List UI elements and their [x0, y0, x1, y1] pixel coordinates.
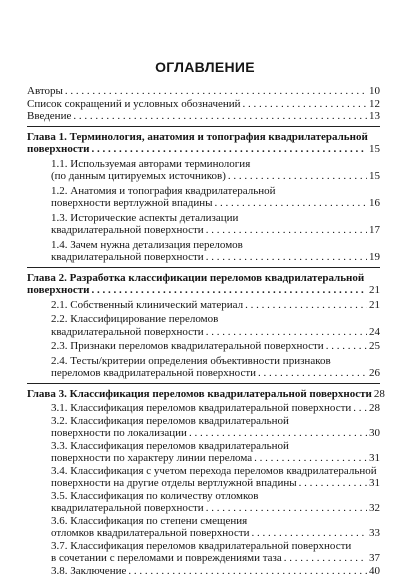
section-title: 2.3. Признаки переломов квадрилатеральной поверхности [51, 340, 324, 352]
section-title: 3.8. Заключение [51, 564, 127, 577]
leader-dots [226, 170, 367, 183]
leader-dots [243, 299, 367, 312]
toc-entry-label: Авторы [27, 85, 63, 97]
section-title: 1.3. Исторические аспекты детализации [51, 211, 239, 224]
section-title: 1.2. Анатомия и топография квадрилатеральной [51, 184, 276, 197]
leader-dots [204, 502, 367, 515]
leader-dots [212, 197, 367, 210]
toc-page-number: 21 [369, 298, 380, 311]
toc-section-3-3[interactable] [27, 440, 380, 465]
leader-dots [204, 224, 367, 237]
toc-page-number: 13 [369, 110, 380, 122]
table-of-contents [27, 85, 385, 577]
toc-section-2-2[interactable] [27, 313, 380, 338]
section-title: 3.7. Классификация переломов квадрилатеральной поверхности [51, 539, 352, 552]
section-title-continued: переломов квадрилатеральной поверхности [51, 367, 257, 379]
toc-entry-introduction[interactable] [27, 110, 380, 123]
section-title: 1.1. Используемая авторами терминология [51, 157, 251, 170]
toc-chapter-3[interactable] [27, 387, 385, 401]
section-title: 3.5. Классификация по количеству отломков [51, 489, 259, 502]
toc-page-number: 19 [369, 251, 380, 263]
leader-dots [252, 452, 367, 465]
leader-dots [204, 251, 367, 264]
toc-entry-label: Список сокращений и условных обозначений [27, 97, 241, 110]
section-title: 3.6. Классификация по степени смещения [51, 514, 248, 527]
chapter-title-continued: поверхности [27, 284, 90, 296]
section-title-continued: (по данным цитируемых источников) [51, 170, 226, 182]
toc-section-1-3[interactable] [27, 212, 380, 237]
section-title: 3.3. Классификация переломов квадрилатеральной [51, 439, 289, 452]
chapter-divider [27, 126, 380, 127]
toc-page-number: 26 [369, 367, 380, 379]
section-title: 2.4. Тесты/критерии определения объективности признаков [51, 354, 331, 367]
section-title-continued: в сочетании с переломами и повреждениями таза [51, 552, 282, 564]
toc-section-2-1[interactable] [27, 299, 380, 312]
leader-dots [89, 284, 367, 297]
section-title-continued: квадрилатеральной поверхности [51, 325, 204, 338]
toc-page-number: 28 [369, 402, 380, 414]
toc-page-number: 25 [369, 340, 380, 352]
chapter-divider [27, 267, 380, 268]
toc-page-number: 32 [369, 502, 380, 514]
toc-section-3-6[interactable] [27, 515, 380, 540]
section-title-continued: квадрилатеральной поверхности [51, 502, 204, 514]
leader-dots [204, 326, 367, 339]
toc-section-3-4[interactable] [27, 465, 380, 490]
section-title-continued: квадрилатеральной поверхности [51, 224, 204, 236]
leader-dots [351, 402, 367, 415]
toc-section-1-2[interactable] [27, 185, 380, 210]
section-title: 2.2. Классифицирование переломов [51, 313, 219, 325]
toc-entry-authors[interactable] [27, 85, 380, 98]
toc-page-number: 31 [369, 452, 380, 464]
leader-dots [324, 340, 367, 353]
toc-page-number: 15 [369, 143, 380, 155]
toc-entry-label: Введение [27, 110, 72, 122]
leader-dots [187, 427, 367, 440]
toc-page-number: 21 [369, 284, 380, 296]
chapter-title: Глава 2. Разработка классификации переломов квадрилатеральной [27, 271, 365, 284]
toc-page-number: 31 [369, 477, 380, 489]
toc-section-1-1[interactable] [27, 158, 380, 183]
toc-page-number: 30 [369, 427, 380, 439]
toc-page-number: 10 [369, 85, 380, 97]
toc-page-number: 28 [373, 387, 385, 400]
section-title: 3.4. Классификация с учетом перехода переломов квадрилатеральной [51, 464, 377, 477]
toc-page-number: 12 [369, 97, 380, 110]
chapter-title: Глава 1. Терминология, анатомия и топография квадрилатеральной [27, 130, 368, 143]
toc-section-3-7[interactable] [27, 540, 380, 565]
leader-dots [89, 143, 367, 156]
toc-section-2-4[interactable] [27, 355, 380, 380]
leader-dots [282, 552, 367, 565]
section-title-continued: отломков квадрилатеральной поверхности [51, 527, 250, 539]
toc-section-3-1[interactable] [27, 402, 380, 415]
section-title-continued: поверхности по характеру линии перелома [51, 452, 253, 464]
section-title-continued: поверхности на другие отделы вертлужной впадины [51, 477, 297, 489]
leader-dots [126, 565, 367, 578]
chapter-title: Глава 3. Классификация переломов квадрилатеральной поверхности [27, 387, 372, 400]
toc-section-2-3[interactable] [27, 340, 380, 353]
toc-section-3-8[interactable] [27, 565, 380, 578]
section-title-continued: поверхности по локализации [51, 427, 187, 439]
leader-dots [71, 110, 367, 123]
toc-page-number: 16 [369, 197, 380, 209]
leader-dots [256, 367, 367, 380]
section-title-continued: поверхности вертлужной впадины [51, 197, 213, 209]
toc-section-1-4[interactable] [27, 239, 380, 264]
toc-section-3-5[interactable] [27, 490, 380, 515]
toc-chapter-1[interactable] [27, 131, 380, 156]
toc-chapter-2[interactable] [27, 272, 380, 297]
chapter-divider [27, 383, 380, 384]
toc-page-number: 24 [369, 325, 380, 338]
toc-entry-abbreviations[interactable] [27, 98, 380, 111]
leader-dots [241, 98, 367, 111]
section-title-continued: квадрилатеральной поверхности [51, 251, 204, 263]
section-title: 1.4. Зачем нужна детализация переломов [51, 238, 243, 251]
page-title: ОГЛАВЛЕНИЕ [155, 59, 255, 75]
section-title: 3.1. Классификация переломов квадрилатеральной поверхности [51, 402, 352, 414]
section-title: 3.2. Классификация переломов квадрилатеральной [51, 414, 289, 427]
toc-section-3-2[interactable] [27, 415, 380, 440]
leader-dots [250, 527, 367, 540]
leader-dots [63, 85, 367, 98]
toc-page-number: 15 [369, 170, 380, 182]
section-title: 2.1. Собственный клинический материал [51, 298, 244, 311]
chapter-title-continued: поверхности [27, 143, 90, 155]
toc-page-number: 37 [369, 552, 380, 564]
toc-page-number: 33 [369, 527, 380, 539]
toc-page-number: 17 [369, 224, 380, 236]
toc-page-number: 40 [369, 564, 380, 577]
leader-dots [297, 477, 367, 490]
